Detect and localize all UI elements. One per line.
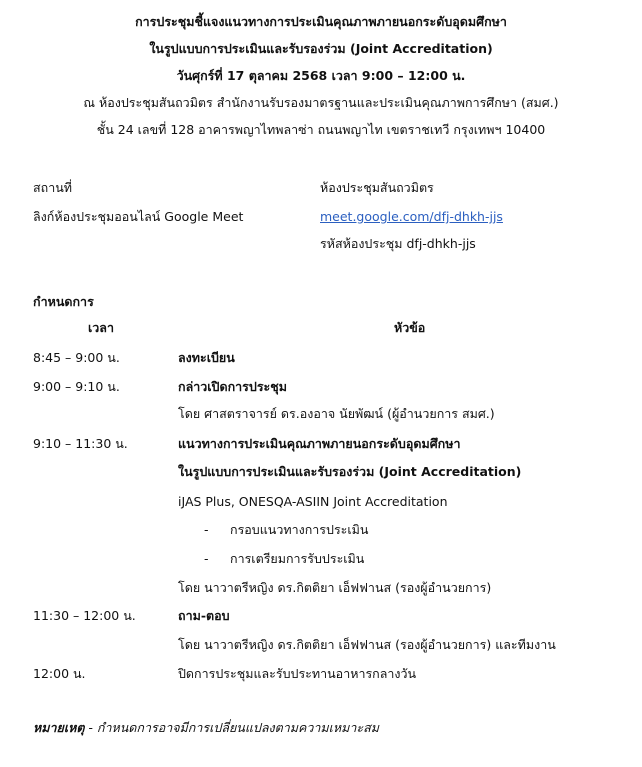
agenda-item-title: กล่าวเปิดการประชุม — [178, 379, 287, 394]
agenda-item-speaker: โดย ศาสตราจารย์ ดร.องอาจ นัยพัฒน์ (ผู้อำนวยการ สมศ.) — [178, 406, 495, 421]
footnote-text: - กำหนดการอาจมีการเปลี่ยนแปลงตามความเหมาะสม — [84, 720, 379, 735]
agenda-item-title: ลงทะเบียน — [178, 350, 235, 365]
agenda-item-time: 12:00 น. — [33, 666, 86, 681]
agenda-item-title-continued: ในรูปแบบการประเมินและรับรองร่วม (Joint Accreditation) — [178, 464, 522, 479]
agenda-col-time: เวลา — [88, 320, 114, 335]
header-date-line: วันศุกร์ที่ 17 ตุลาคม 2568 เวลา 9:00 – 12:00 น. — [176, 68, 466, 83]
agenda-item-time: 11:30 – 12:00 น. — [33, 608, 136, 623]
agenda-heading: กำหนดการ — [33, 294, 94, 309]
header-address-line: ชั้น 24 เลขที่ 128 อาคารพญาไทพลาซ่า ถนนพญาไท เขตราชเทวี กรุงเทพฯ 10400 — [96, 122, 546, 137]
agenda-item-title: ถาม-ตอบ — [178, 608, 230, 623]
venue-value: ห้องประชุมสันถวมิตร — [320, 180, 434, 195]
document-header — [0, 8, 642, 143]
agenda-item-title: แนวทางการประเมินคุณภาพภายนอกระดับอุดมศึกษา — [178, 436, 461, 451]
header-title-line-1: การประชุมชี้แจงแนวทางการประเมินคุณภาพภายนอกระดับอุดมศึกษา — [135, 14, 507, 29]
agenda-item-bullet: กรอบแนวทางการประเมิน — [230, 522, 369, 537]
header-title-line-2: ในรูปแบบการประเมินและรับรองร่วม (Joint Accreditation) — [149, 41, 493, 56]
agenda-item-speaker: โดย นาวาตรีหญิง ดร.กิตติยา เอ็ฟฟานส (รองผู้อำนวยการ) — [178, 580, 492, 595]
bullet-dash: - — [204, 522, 209, 537]
footnote-label: หมายเหตุ — [33, 720, 85, 735]
header-venue-line: ณ ห้องประชุมสันถวมิตร สำนักงานรับรองมาตรฐานและประเมินคุณภาพการศึกษา (สมศ.) — [83, 95, 559, 110]
google-meet-link[interactable]: meet.google.com/dfj-dhkh-jjs — [320, 209, 503, 224]
online-meeting-label: ลิงก์ห้องประชุมออนไลน์ Google Meet — [33, 209, 244, 224]
room-code: รหัสห้องประชุม dfj-dhkh-jjs — [320, 236, 476, 251]
agenda-col-topic: หัวข้อ — [394, 320, 426, 335]
agenda-item-speaker: โดย นาวาตรีหญิง ดร.กิตติยา เอ็ฟฟานส (รองผู้อำนวยการ) และทีมงาน — [178, 637, 556, 652]
agenda-item-time: 8:45 – 9:00 น. — [33, 350, 120, 365]
venue-label: สถานที่ — [33, 180, 73, 195]
agenda-item-subtitle: iJAS Plus, ONESQA-ASIIN Joint Accreditation — [178, 494, 448, 509]
agenda-item-time: 9:10 – 11:30 น. — [33, 436, 128, 451]
agenda-item-title: ปิดการประชุมและรับประทานอาหารกลางวัน — [178, 666, 417, 681]
agenda-item-time: 9:00 – 9:10 น. — [33, 379, 120, 394]
bullet-dash: - — [204, 551, 209, 566]
footnote — [33, 718, 379, 738]
agenda-item-bullet: การเตรียมการรับประเมิน — [230, 551, 365, 566]
